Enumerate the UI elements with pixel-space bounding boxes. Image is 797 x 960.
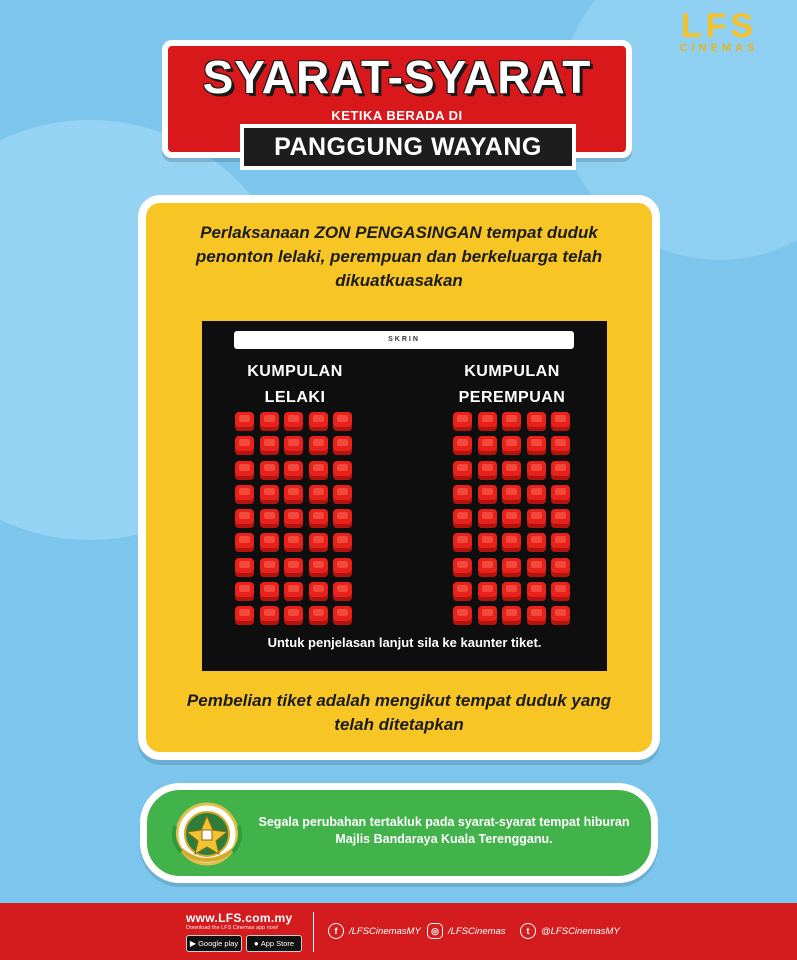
male-seat-icon (333, 509, 352, 528)
female-seat-icon (453, 485, 472, 504)
male-seat-icon (284, 533, 303, 552)
screen-label: SKRIN (234, 331, 574, 349)
female-seat-icon (551, 485, 570, 504)
logo-sub-text: CINEMAS (679, 42, 759, 54)
female-seat-icon (502, 582, 521, 601)
group-label-female-line1: KUMPULAN (464, 363, 560, 380)
male-seat-icon (235, 558, 254, 577)
female-seat-icon (502, 533, 521, 552)
footer-divider (313, 912, 314, 952)
female-seat-icon (527, 509, 546, 528)
app-store-button[interactable] (246, 935, 302, 952)
male-seat-icon (284, 461, 303, 480)
intro-text: Perlaksanaan ZON PENGASINGAN tempat duduk penonton lelaki, perempuan dan berkeluarga telah dikuatkuasakan (195, 223, 603, 290)
female-seat-icon (478, 582, 497, 601)
footer (0, 903, 797, 960)
rules-card (138, 195, 660, 760)
group-label-male-line1: KUMPULAN (247, 363, 343, 380)
council-notice (140, 783, 658, 883)
female-seat-icon (453, 582, 472, 601)
footer-app-section (186, 911, 306, 952)
google-play-icon: ▶ (189, 939, 197, 948)
female-seat-icon (551, 558, 570, 577)
male-seat-icon (235, 509, 254, 528)
app-store-label: App Store (260, 939, 295, 948)
female-seat-icon (551, 412, 570, 431)
twitter-icon: t (520, 923, 536, 939)
group-label-female-line2: PEREMPUAN (458, 389, 566, 406)
female-seat-icon (478, 533, 497, 552)
female-seat-icon (453, 412, 472, 431)
female-seat-icon (453, 509, 472, 528)
title-ribbon (240, 124, 576, 170)
female-seat-icon (478, 461, 497, 480)
lfs-cinemas-logo (659, 8, 779, 54)
female-seat-icon (527, 606, 546, 625)
female-seat-icon (502, 412, 521, 431)
female-seat-icon (527, 558, 546, 577)
group-label-female (452, 359, 572, 411)
female-seat-icon (453, 606, 472, 625)
google-play-button[interactable] (186, 935, 242, 952)
male-seat-icon (309, 461, 328, 480)
group-label-male (235, 359, 355, 411)
google-play-label: Google play (198, 939, 239, 948)
male-seat-icon (333, 412, 352, 431)
logo-main-text: LFS (680, 7, 758, 45)
male-seat-icon (235, 606, 254, 625)
female-seat-icon (551, 582, 570, 601)
facebook-handle: /LFSCinemasMY (349, 925, 421, 937)
male-seat-icon (333, 461, 352, 480)
instagram-icon: ◎ (427, 923, 443, 939)
seat-grid-male (235, 412, 352, 625)
male-seat-icon (309, 485, 328, 504)
male-seat-icon (309, 558, 328, 577)
female-seat-icon (551, 436, 570, 455)
seat-map-note: Untuk penjelasan lanjut sila ke kaunter tiket. (267, 635, 542, 650)
twitter-handle: @LFSCinemasMY (541, 925, 620, 937)
female-seat-icon (478, 558, 497, 577)
male-seat-icon (260, 436, 279, 455)
female-seat-icon (502, 509, 521, 528)
female-seat-icon (453, 533, 472, 552)
female-seat-icon (453, 461, 472, 480)
male-seat-icon (333, 558, 352, 577)
female-seat-icon (453, 558, 472, 577)
female-seat-icon (478, 436, 497, 455)
male-seat-icon (333, 582, 352, 601)
female-seat-icon (453, 436, 472, 455)
male-seat-icon (284, 412, 303, 431)
male-seat-icon (235, 582, 254, 601)
facebook-link[interactable] (328, 923, 421, 939)
apple-icon: ● (253, 939, 259, 948)
male-seat-icon (284, 485, 303, 504)
male-seat-icon (333, 533, 352, 552)
male-seat-icon (235, 533, 254, 552)
website-link[interactable]: www.LFS.com.my (186, 911, 293, 925)
notice-text: Segala perubahan tertakluk pada syarat-syarat tempat hiburan Majlis Bandaraya Kuala Terengganu. (258, 815, 630, 846)
male-seat-icon (333, 485, 352, 504)
group-label-male-line2: LELAKI (264, 389, 326, 406)
male-seat-icon (235, 436, 254, 455)
male-seat-icon (284, 582, 303, 601)
male-seat-icon (284, 606, 303, 625)
male-seat-icon (260, 461, 279, 480)
page-title: SYARAT-SYARAT (202, 51, 592, 103)
male-seat-icon (309, 509, 328, 528)
male-seat-icon (309, 606, 328, 625)
app-download-tagline: Download the LFS Cinemas app now! (186, 925, 279, 931)
store-buttons (186, 935, 306, 952)
instagram-link[interactable] (427, 923, 506, 939)
female-seat-icon (527, 582, 546, 601)
female-seat-icon (527, 485, 546, 504)
male-seat-icon (309, 436, 328, 455)
male-seat-icon (260, 558, 279, 577)
male-seat-icon (235, 485, 254, 504)
female-seat-icon (551, 606, 570, 625)
twitter-link[interactable] (520, 923, 620, 939)
instagram-handle: /LFSCinemas (448, 925, 506, 937)
female-seat-icon (502, 606, 521, 625)
male-seat-icon (260, 533, 279, 552)
female-seat-icon (502, 436, 521, 455)
female-seat-icon (551, 461, 570, 480)
female-seat-icon (527, 412, 546, 431)
ribbon-text: PANGGUNG WAYANG (274, 133, 542, 161)
council-emblem-icon (169, 796, 245, 872)
seat-map (202, 321, 607, 671)
female-seat-icon (502, 461, 521, 480)
seat-grid-female (453, 412, 570, 625)
female-seat-icon (551, 509, 570, 528)
female-seat-icon (527, 461, 546, 480)
purchase-note: Pembelian tiket adalah mengikut tempat duduk yang telah ditetapkan (186, 691, 612, 734)
male-seat-icon (235, 461, 254, 480)
male-seat-icon (333, 606, 352, 625)
female-seat-icon (502, 485, 521, 504)
page-subtitle: KETIKA BERADA DI (331, 108, 463, 123)
male-seat-icon (309, 582, 328, 601)
male-seat-icon (260, 606, 279, 625)
male-seat-icon (260, 509, 279, 528)
male-seat-icon (333, 436, 352, 455)
male-seat-icon (284, 558, 303, 577)
female-seat-icon (502, 558, 521, 577)
female-seat-icon (527, 533, 546, 552)
female-seat-icon (527, 436, 546, 455)
male-seat-icon (309, 412, 328, 431)
female-seat-icon (478, 509, 497, 528)
female-seat-icon (478, 485, 497, 504)
female-seat-icon (551, 533, 570, 552)
male-seat-icon (260, 485, 279, 504)
male-seat-icon (284, 509, 303, 528)
female-seat-icon (478, 412, 497, 431)
male-seat-icon (284, 436, 303, 455)
female-seat-icon (478, 606, 497, 625)
facebook-icon: f (328, 923, 344, 939)
male-seat-icon (309, 533, 328, 552)
male-seat-icon (235, 412, 254, 431)
male-seat-icon (260, 412, 279, 431)
male-seat-icon (260, 582, 279, 601)
